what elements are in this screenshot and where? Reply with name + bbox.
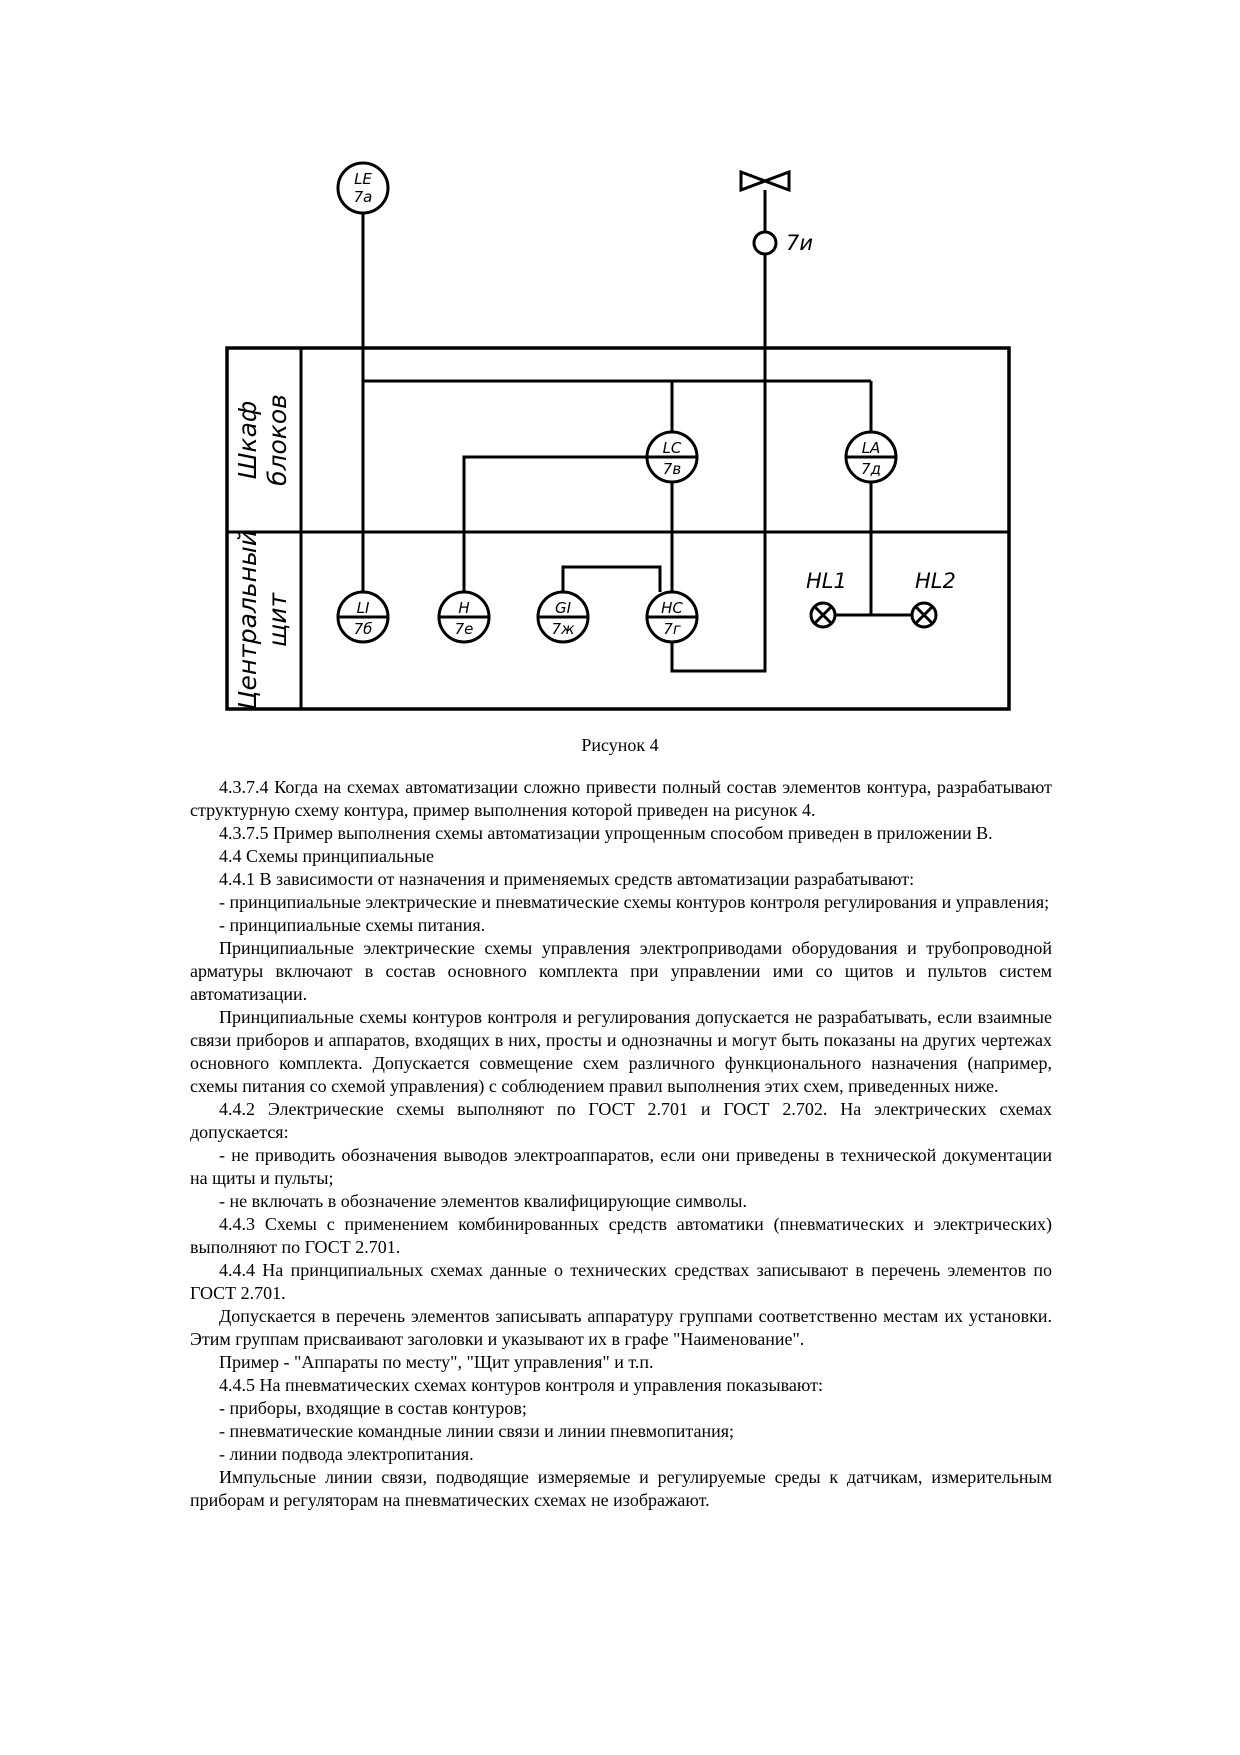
gi-tag-top: GI xyxy=(554,599,572,617)
valve-label: 7и xyxy=(786,231,814,255)
h-tag-top: H xyxy=(458,599,470,617)
list-item: - не включать в обозначение элементов квалифицирующие символы. xyxy=(219,1191,747,1211)
paragraph: 4.4.1 В зависимости от назначения и применяемых средств автоматизации разрабатывают: xyxy=(219,869,915,889)
paragraph: Принципиальные электрические схемы управления электроприводами оборудования и трубопроводной арматуры включают в состав основного комплекта при управлении ими со щитов и пультов систем автоматизации. xyxy=(190,938,1052,1004)
list-item: - пневматические командные линии связи и линии пневмопитания; xyxy=(219,1421,734,1441)
paragraph: Принципиальные схемы контуров контроля и регулирования допускается не разрабатывать, если взаимные связи приборов и аппаратов, входящих в них, просты и однозначны и могут быть показаны на других чертежах основного комплекта. Допускается совмещение схем различного функционального назначения (например, схемы питания со схемой управления) с соблюдением правил выполнения этих схем, приведенных ниже. xyxy=(190,1007,1052,1096)
li-tag-bottom: 7б xyxy=(353,620,373,638)
li-tag-top: LI xyxy=(356,599,370,617)
lamp-hl2-icon xyxy=(912,603,936,627)
line-lc-h xyxy=(464,457,648,592)
lc-tag-top: LC xyxy=(662,439,682,457)
lamp-hl1-label: HL1 xyxy=(806,569,847,593)
paragraph: Импульсные линии связи, подводящие измеряемые и регулируемые среды к датчикам, измерительным приборам и регуляторам на пневматических схемах не изображают. xyxy=(190,1467,1052,1510)
list-item: - принципиальные электрические и пневматические схемы контуров контроля регулирования и управления; xyxy=(219,892,1050,912)
list-item: - приборы, входящие в состав контуров; xyxy=(219,1398,527,1418)
automation-structure-diagram xyxy=(0,0,1240,720)
section-lower-line1: Центральный xyxy=(233,530,262,710)
section-upper-line1: Шкаф xyxy=(233,400,262,480)
line-gi-hc xyxy=(563,567,660,592)
figure-caption: Рисунок 4 xyxy=(581,735,659,755)
list-item: - не приводить обозначения выводов электроаппаратов, если они приведены в технической документации на щиты и пульты; xyxy=(190,1145,1052,1188)
valve-icon xyxy=(741,172,789,190)
hc-tag-top: HC xyxy=(661,599,683,617)
paragraph: Допускается в перечень элементов записывать аппаратуру группами соответственно местам их установки. Этим группам присваивают заголовки и указывают их в графе "Наименование". xyxy=(190,1306,1052,1349)
h-tag-bottom: 7е xyxy=(454,620,474,638)
section-heading: 4.4 Схемы принципиальные xyxy=(219,846,435,866)
paragraph: 4.3.7.5 Пример выполнения схемы автоматизации упрощенным способом приведен в приложении В. xyxy=(219,823,993,843)
hc-tag-bottom: 7г xyxy=(663,620,681,638)
actuator-circle xyxy=(754,232,776,254)
la-tag-bottom: 7д xyxy=(861,460,881,478)
paragraph: 4.4.3 Схемы с применением комбинированных средств автоматики (пневматических и электрических) выполняют по ГОСТ 2.701. xyxy=(190,1214,1052,1257)
paragraph: 4.4.4 На принципиальных схемах данные о технических средствах записывают в перечень элементов по ГОСТ 2.701. xyxy=(190,1260,1052,1303)
section-lower-line2: щит xyxy=(263,592,292,648)
paragraph: 4.4.5 На пневматических схемах контуров контроля и управления показывают: xyxy=(219,1375,823,1395)
paragraph: Пример - "Аппараты по месту", "Щит управления" и т.п. xyxy=(219,1352,654,1372)
body-text xyxy=(190,776,1052,1512)
lc-tag-bottom: 7в xyxy=(662,460,682,478)
section-upper-line2: блоков xyxy=(263,394,292,486)
gi-tag-bottom: 7ж xyxy=(551,620,575,638)
paragraph: 4.4.2 Электрические схемы выполняют по ГОСТ 2.701 и ГОСТ 2.702. На электрических схемах допускается: xyxy=(190,1099,1052,1142)
list-item: - принципиальные схемы питания. xyxy=(219,915,486,935)
lamp-hl2-label: HL2 xyxy=(915,569,956,593)
la-tag-top: LA xyxy=(861,439,881,457)
paragraph: 4.3.7.4 Когда на схемах автоматизации сложно привести полный состав элементов контура, разрабатывают структурную схему контура, пример выполнения которой приведен на рисунок 4. xyxy=(190,777,1052,820)
le-tag-bottom: 7а xyxy=(353,188,373,206)
diagram-frame xyxy=(227,348,1009,709)
list-item: - линии подвода электропитания. xyxy=(219,1444,474,1464)
lamp-hl1-icon xyxy=(811,603,835,627)
le-tag-top: LE xyxy=(354,170,372,188)
